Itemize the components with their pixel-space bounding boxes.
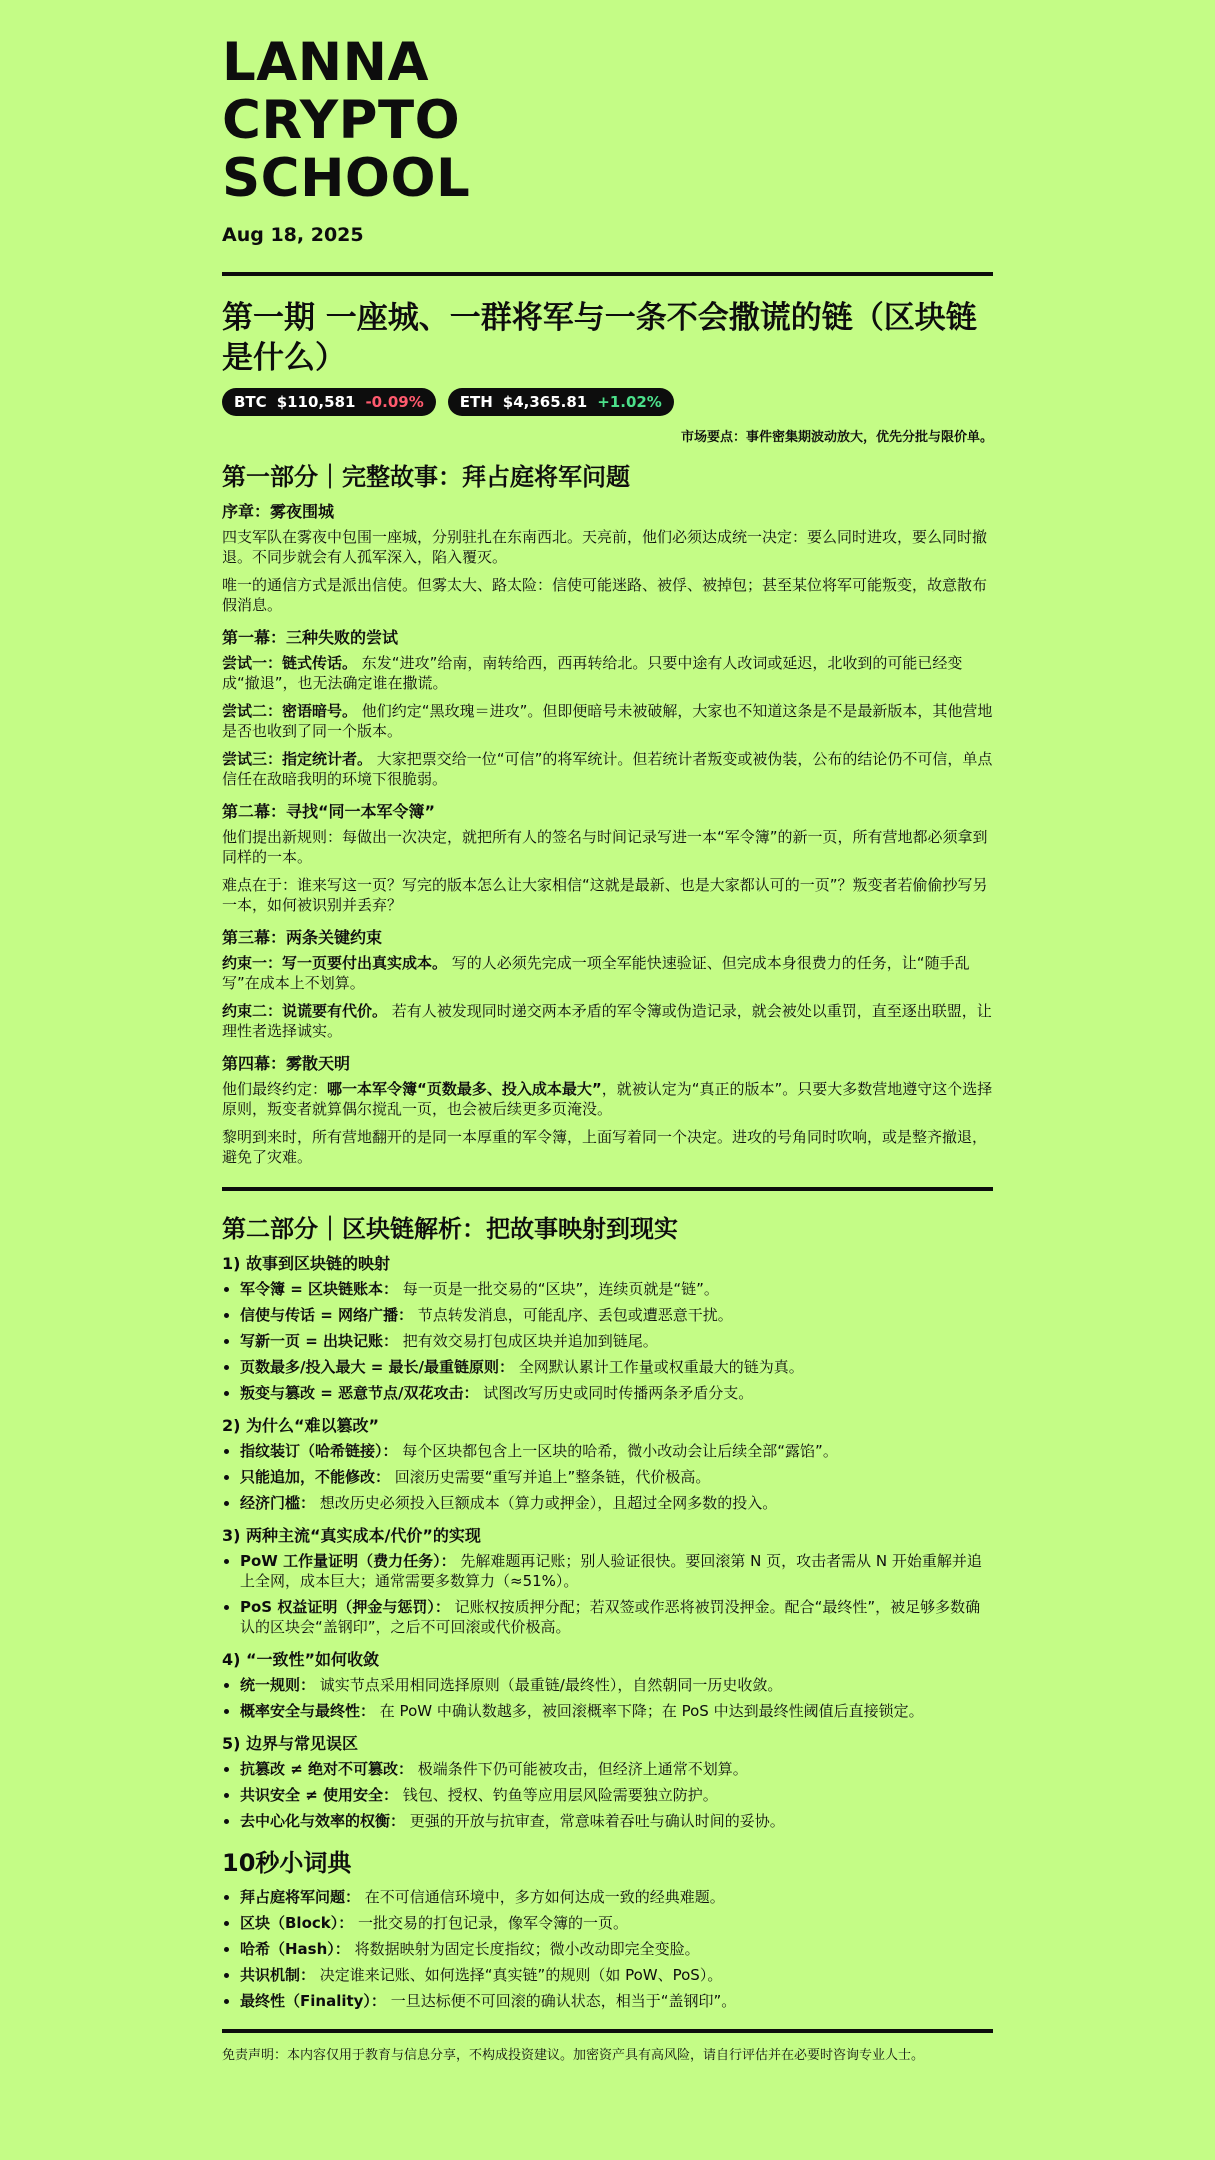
term-label: 军令簿 = 区块链账本： xyxy=(240,1280,399,1298)
term-label: 去中心化与效率的权衡： xyxy=(240,1812,406,1830)
section-list xyxy=(222,1759,993,1831)
term-text: 想改历史必须投入巨额成本（算力或押金），且超过全网多数的投入。 xyxy=(315,1494,778,1512)
newsletter-page xyxy=(222,0,993,2065)
term-text: 将数据映射为固定长度指纹；微小改动即完全变脸。 xyxy=(349,1940,700,1958)
term-label: 共识机制： xyxy=(240,1966,316,1984)
term-label: 约束一：写一页要付出真实成本。 xyxy=(222,954,448,972)
list-item xyxy=(240,1811,993,1831)
ticker-change: +1.02% xyxy=(597,393,662,411)
act3-title: 第三幕：两条关键约束 xyxy=(222,928,383,947)
disclaimer: 免责声明：本内容仅用于教育与信息分享，不构成投资建议。加密资产具有高风险，请自行评估并在必要时咨询专业人士。 xyxy=(222,2048,925,2063)
part2-sections xyxy=(222,1253,993,1831)
issue-title: 第一期 一座城、一群将军与一条不会撒谎的链（区块链是什么） xyxy=(222,300,977,376)
paragraph xyxy=(222,1079,993,1119)
brand-logo xyxy=(222,34,993,208)
paragraph xyxy=(222,1001,993,1041)
term-label: 叛变与篡改 = 恶意节点/双花攻击： xyxy=(240,1384,479,1402)
term-label: 经济门槛： xyxy=(240,1494,316,1512)
brand-line-3: SCHOOL xyxy=(222,148,471,209)
list-item xyxy=(240,1357,993,1377)
paragraph: 他们提出新规则：每做出一次决定，就把所有人的签名与时间记录写进一本“军令簿”的新一页，所有营地都必须拿到同样的一本。 xyxy=(222,828,988,866)
term-label: 抗篡改 ≠ 绝对不可篡改： xyxy=(240,1760,414,1778)
section-list xyxy=(222,1279,993,1403)
term-label: 最终性（Finality）： xyxy=(240,1992,386,2010)
paragraph: 唯一的通信方式是派出信使。但雾太大、路太险：信使可能迷路、被俘、被掉包；甚至某位将军可能叛变，故意散布假消息。 xyxy=(222,576,988,614)
term-label: 尝试一：链式传话。 xyxy=(222,654,358,672)
glossary-list xyxy=(222,1887,993,2011)
term-text: 回滚历史需要“重写并追上”整条链，代价极高。 xyxy=(390,1468,711,1486)
term-text: 每个区块都包含上一区块的哈希，微小改动会让后续全部“露馅”。 xyxy=(397,1442,838,1460)
term-text: 更强的开放与抗审查，常意味着吞吐与确认时间的妥协。 xyxy=(405,1812,785,1830)
list-item xyxy=(240,1467,993,1487)
text-run: ，就被认定为“真正的版本”。只要大多数营地遵守这个选择原则，叛变者就算偶尔搅乱一页，也会被后续更多页淹没。 xyxy=(222,1080,993,1118)
term-label: 写新一页 = 出块记账： xyxy=(240,1332,399,1350)
list-item xyxy=(240,1331,993,1351)
act1-title: 第一幕：三种失败的尝试 xyxy=(222,628,399,647)
list-item xyxy=(240,1383,993,1403)
divider-top xyxy=(222,272,993,276)
term-text: 把有效交易打包成区块并追加到链尾。 xyxy=(398,1332,658,1350)
list-item xyxy=(240,1759,993,1779)
ticker-price: $110,581 xyxy=(276,393,356,411)
ticker-price: $4,365.81 xyxy=(502,393,588,411)
term-text: 东发“进攻”给南，南转给西，西再转给北。只要中途有人改词或延迟，北收到的可能已经变成“撤退”，也无法确定谁在撒谎。 xyxy=(222,654,963,692)
ticker-symbol: ETH xyxy=(459,393,493,411)
section-title: 4) “一致性”如何收敛 xyxy=(222,1650,380,1669)
term-label: 信使与传话 = 网络广播： xyxy=(240,1306,414,1324)
paragraph xyxy=(222,749,993,789)
part1-title: 第一部分｜完整故事：拜占庭将军问题 xyxy=(222,463,630,491)
list-item xyxy=(240,1279,993,1299)
term-text: 在 PoW 中确认数越多，被回滚概率下降；在 PoS 中达到最终性阈值后直接锁定。 xyxy=(375,1702,924,1720)
section-title: 3) 两种主流“真实成本/代价”的实现 xyxy=(222,1526,481,1545)
term-label: 只能追加，不能修改： xyxy=(240,1468,391,1486)
term-text: 一旦达标便不可回滚的确认状态，相当于“盖钢印”。 xyxy=(385,1992,737,2010)
term-label: 区块（Block）： xyxy=(240,1914,354,1932)
ticker-eth xyxy=(448,388,674,416)
list-item xyxy=(240,1597,993,1637)
list-item xyxy=(240,1551,993,1591)
list-item xyxy=(240,1965,993,1985)
term-label: 统一规则： xyxy=(240,1676,316,1694)
term-text: 钱包、授权、钓鱼等应用层风险需要独立防护。 xyxy=(398,1786,718,1804)
list-item xyxy=(240,1493,993,1513)
list-item xyxy=(240,1939,993,1959)
paragraph: 四支军队在雾夜中包围一座城，分别驻扎在东南西北。天亮前，他们必须达成统一决定：要么同时进攻，要么同时撤退。不同步就会有人孤军深入，陷入覆灭。 xyxy=(222,528,988,566)
term-text: 每一页是一批交易的“区块”，连续页就是“链”。 xyxy=(398,1280,719,1298)
divider-bottom xyxy=(222,2029,993,2033)
part2-title: 第二部分｜区块链解析：把故事映射到现实 xyxy=(222,1215,678,1243)
ticker-symbol: BTC xyxy=(234,393,267,411)
term-text: 在不可信通信环境中，多方如何达成一致的经典难题。 xyxy=(360,1888,725,1906)
list-item xyxy=(240,1701,993,1721)
section-title: 2) 为什么“难以篡改” xyxy=(222,1416,380,1435)
list-item xyxy=(240,1675,993,1695)
list-item xyxy=(240,1441,993,1461)
term-text: 一批交易的打包记录，像军令簿的一页。 xyxy=(353,1914,629,1932)
term-text: 诚实节点采用相同选择原则（最重链/最终性），自然朝同一历史收敛。 xyxy=(315,1676,783,1694)
section-list xyxy=(222,1551,993,1637)
term-label: 哈希（Hash）： xyxy=(240,1940,350,1958)
term-label: 概率安全与最终性： xyxy=(240,1702,376,1720)
term-text: 决定谁来记账、如何选择“真实链”的规则（如 PoW、PoS）。 xyxy=(315,1966,723,1984)
section-list xyxy=(222,1675,993,1721)
section-title: 5) 边界与常见误区 xyxy=(222,1734,359,1753)
brand-line-1: LANNA xyxy=(222,32,430,93)
term-text: 记账权按质押分配；若双签或作恶将被罚没押金。配合“最终性”，被足够多数确认的区块会“盖钢印”，之后不可回滚或代价极高。 xyxy=(240,1598,981,1636)
ticker-change: -0.09% xyxy=(365,393,424,411)
brand-line-2: CRYPTO xyxy=(222,90,461,151)
term-text: 写的人必须先完成一项全军能快速验证、但完成本身很费力的任务，让“随手乱写”在成本上不划算。 xyxy=(222,954,970,992)
market-note: 市场要点：事件密集期波动放大，优先分批与限价单。 xyxy=(680,430,993,445)
list-item xyxy=(240,1991,993,2011)
emphasis: 哪一本军令簿“页数最多、投入成本最大” xyxy=(327,1080,602,1098)
list-item xyxy=(240,1913,993,1933)
term-text: 他们约定“黑玫瑰＝进攻”。但即便暗号未被破解，大家也不知道这条是不是最新版本，其他营地是否也收到了同一个版本。 xyxy=(222,702,993,740)
section-list xyxy=(222,1441,993,1513)
paragraph: 黎明到来时，所有营地翻开的是同一本厚重的军令簿，上面写着同一个决定。进攻的号角同时吹响，或是整齐撤退，避免了灾难。 xyxy=(222,1128,988,1166)
ticker-btc xyxy=(222,388,436,416)
term-text: 先解难题再记账；别人验证很快。要回滚第 N 页，攻击者需从 N 开始重解并追上全网，成本巨大；通常需要多数算力（≈51%）。 xyxy=(240,1552,982,1590)
term-text: 节点转发消息，可能乱序、丢包或遭恶意干扰。 xyxy=(413,1306,733,1324)
term-label: PoS 权益证明（押金与惩罚）： xyxy=(240,1598,450,1616)
paragraph xyxy=(222,701,993,741)
list-item xyxy=(240,1887,993,1907)
term-label: 拜占庭将军问题： xyxy=(240,1888,361,1906)
list-item xyxy=(240,1305,993,1325)
publish-date: Aug 18, 2025 xyxy=(222,224,364,246)
ticker-bar xyxy=(222,388,993,416)
divider-mid xyxy=(222,1187,993,1191)
term-text: 试图改写历史或同时传播两条矛盾分支。 xyxy=(478,1384,754,1402)
term-label: PoW 工作量证明（费力任务）： xyxy=(240,1552,456,1570)
section-title: 1) 故事到区块链的映射 xyxy=(222,1254,391,1273)
paragraph xyxy=(222,653,993,693)
term-label: 指纹装订（哈希链接）： xyxy=(240,1442,398,1460)
term-label: 页数最多/投入最大 = 最长/最重链原则： xyxy=(240,1358,514,1376)
term-text: 大家把票交给一位“可信”的将军统计。但若统计者叛变或被伪装，公布的结论仍不可信，单点信任在敌暗我明的环境下很脆弱。 xyxy=(222,750,993,788)
term-label: 共识安全 ≠ 使用安全： xyxy=(240,1786,399,1804)
act4-title: 第四幕：雾散天明 xyxy=(222,1054,351,1073)
act2-title: 第二幕：寻找“同一本军令簿” xyxy=(222,802,436,821)
term-text: 若有人被发现同时递交两本矛盾的军令簿或伪造记录，就会被处以重罚，直至逐出联盟，让理性者选择诚实。 xyxy=(222,1002,992,1040)
text-run: 他们最终约定： xyxy=(222,1080,328,1098)
paragraph: 难点在于：谁来写这一页？写完的版本怎么让大家相信“这就是最新、也是大家都认可的一页”？叛变者若偷偷抄写另一本，如何被识别并丢弃？ xyxy=(222,876,988,914)
paragraph xyxy=(222,953,993,993)
term-label: 尝试二：密语暗号。 xyxy=(222,702,358,720)
term-text: 极端条件下仍可能被攻击，但经济上通常不划算。 xyxy=(413,1760,748,1778)
list-item xyxy=(240,1785,993,1805)
term-text: 全网默认累计工作量或权重最大的链为真。 xyxy=(513,1358,804,1376)
glossary-title: 10秒小词典 xyxy=(222,1849,352,1877)
term-label: 尝试三：指定统计者。 xyxy=(222,750,373,768)
prologue-title: 序章：雾夜围城 xyxy=(222,502,335,521)
term-label: 约束二：说谎要有代价。 xyxy=(222,1002,388,1020)
